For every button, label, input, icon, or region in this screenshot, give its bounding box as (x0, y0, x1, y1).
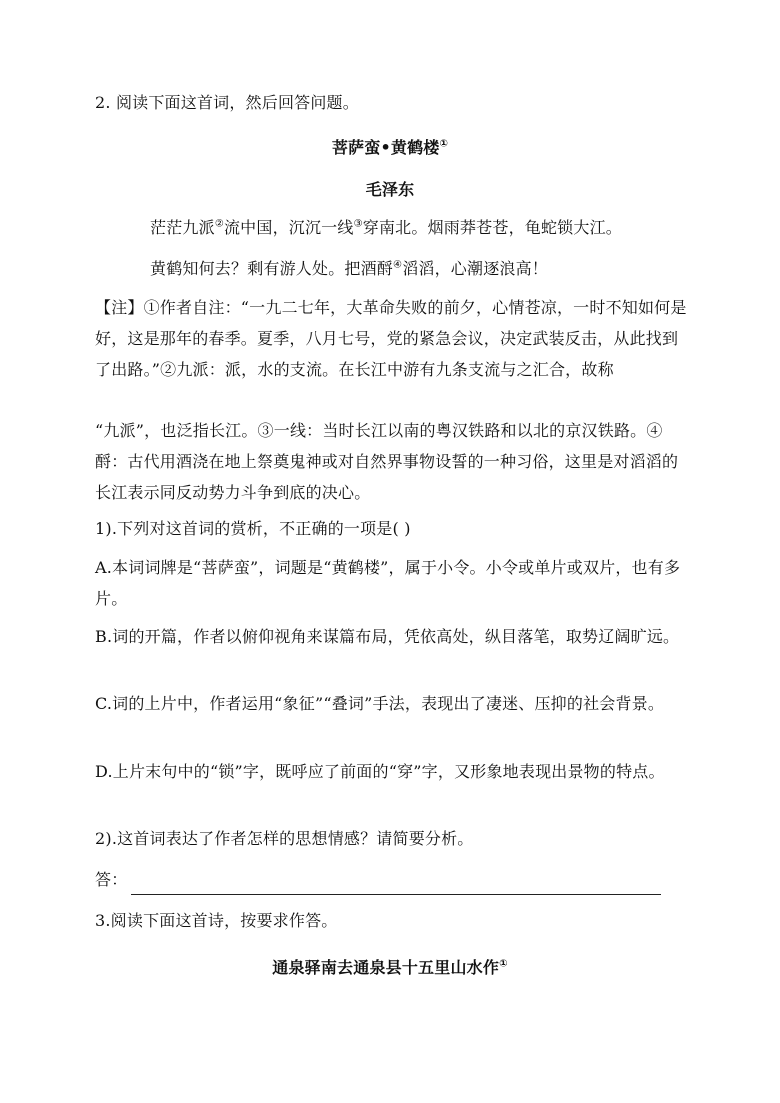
verse-1-note-2: ② (214, 218, 224, 230)
verse-2-part-b: 滔滔，心潮逐浪高！ (402, 259, 548, 278)
verse-1-part-c: 穿南北。烟雨莽苍苍，龟蛇锁大江。 (362, 218, 622, 237)
option-b: B.词的开篇，作者以俯仰视角来谋篇布局，凭依高处，纵目落笔，取势辽阔旷远。 (95, 627, 680, 646)
question-2-heading: 2. 阅读下面这首词，然后回答问题。 (95, 93, 359, 112)
poem-3-title-note-marker: ① (499, 958, 508, 970)
question-3-heading: 3.阅读下面这首诗，按要求作答。 (95, 911, 338, 930)
verse-1-part-a: 茫茫九派 (150, 218, 215, 237)
poem-3-title (0, 953, 780, 983)
verse-2-note-4: ④ (393, 259, 403, 271)
option-a: A.本词词牌是“菩萨蛮”，词题是“黄鹤楼”，属于小令。小令或单片或双片，也有多片。 (95, 558, 681, 608)
sub-question-1: 1).下列对这首词的赏析，不正确的一项是( ) (95, 519, 411, 538)
answer-row (95, 865, 690, 895)
verse-1-note-3: ③ (353, 218, 363, 230)
option-c: C.词的上片中，作者运用“象征”“叠词”手法，表现出了凄迷、压抑的社会背景。 (95, 694, 665, 713)
poem-title-text: 菩萨蛮•黄鹤楼 (331, 138, 440, 157)
verse-2-part-a: 黄鹤知何去？剩有游人处。把酒酹 (150, 259, 394, 278)
poem-notes-part-1: 【注】①作者自注：“一九二七年，大革命失败的前夕，心情苍凉，一时不知如何是好，这是那年的春季。夏季，八月七号，党的紧急会议，决定武装反击，从此找到了出路。”②九派：派，水的支流。在长江中游有九条支流与之汇合，故称 (95, 298, 687, 379)
poem-notes-part-2: “九派”，也泛指长江。③一线：当时长江以南的粤汉铁路和以北的京汉铁路。④酹：古代用酒浇在地上祭奠鬼神或对自然界事物设誓的一种习俗，这里是对滔滔的长江表示同反动势力斗争到底的决心。 (95, 421, 679, 502)
poem-verse-1 (150, 213, 690, 243)
verse-1-part-b: 流中国，沉沉一线 (223, 218, 354, 237)
poem-title-note-marker: ① (439, 138, 449, 150)
option-d: D.上片末句中的“锁”字，既呼应了前面的“穿”字，又形象地表现出景物的特点。 (95, 762, 665, 781)
sub-question-2: 2).这首词表达了作者怎样的思想情感？请简要分析。 (95, 829, 474, 848)
answer-label: 答： (95, 870, 128, 889)
poem-title (0, 133, 780, 163)
answer-blank-line[interactable] (131, 874, 661, 895)
poem-verse-2 (150, 254, 690, 284)
poem-3-title-text: 通泉驿南去通泉县十五里山水作 (272, 958, 500, 977)
poem-author: 毛泽东 (365, 180, 415, 199)
